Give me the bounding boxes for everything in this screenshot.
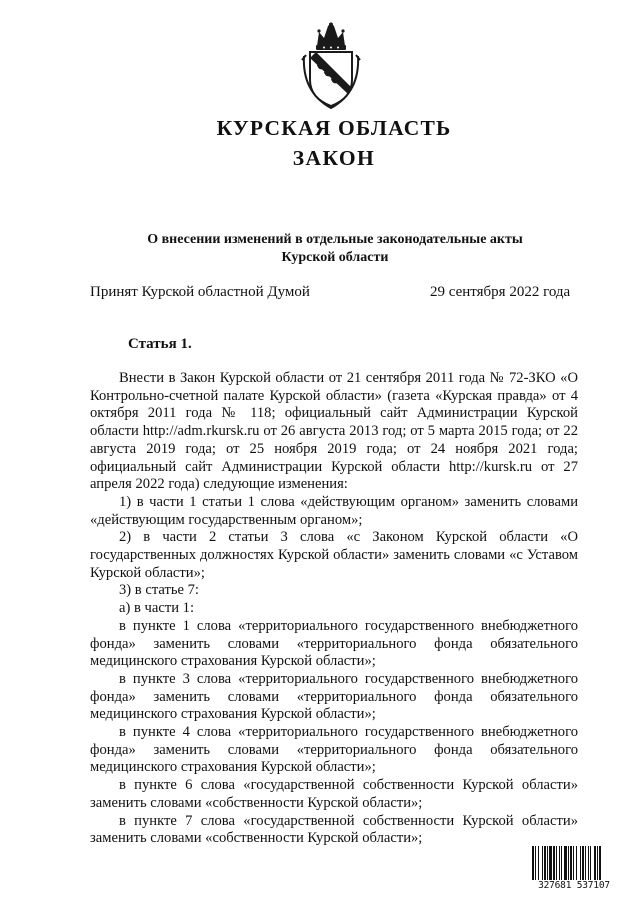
barcode-bar	[544, 846, 546, 882]
law-subject	[120, 231, 550, 267]
barcode-bar	[599, 846, 601, 882]
barcode-bar	[580, 846, 581, 882]
article-paragraph: 3) в статье 7:	[119, 582, 199, 599]
region-title: КУРСКАЯ ОБЛАСТЬ	[216, 116, 452, 140]
article-paragraph: в пункте 3 слова «территориального государственного внебюджетного фонда» заменить словами «территориального фонда обязательного медицинского страхования Курской области»;	[90, 670, 578, 723]
barcode-bar	[542, 846, 543, 882]
barcode-bar	[547, 846, 548, 882]
article-title: Статья 1.	[128, 336, 192, 352]
barcode-bar	[549, 846, 552, 882]
article-paragraph: в пункте 1 слова «территориального государственного внебюджетного фонда» заменить словами «территориального фонда обязательного медицинского страхования Курской области»;	[90, 617, 578, 670]
article-paragraph: в пункте 6 слова «государственной собственности Курской области» заменить словами «собственности Курской области»;	[90, 777, 578, 811]
law-subject-line-1: О внесении изменений в отдельные законодательные акты	[147, 232, 523, 247]
adoption-date: 29 сентября 2022 года	[430, 284, 571, 300]
barcode-bar	[561, 846, 562, 882]
barcode-bar	[590, 846, 591, 882]
barcode-bar	[532, 846, 534, 882]
barcode	[531, 846, 617, 896]
article-paragraph: 2) в части 2 статьи 3 слова «с Законом Курской области «О государственных должностях Курской области» заменить словами «с Уставом Курской области»;	[90, 529, 578, 581]
barcode-bar	[564, 846, 567, 882]
article-body	[90, 370, 578, 848]
adopted-by: Принят Курской областной Думой	[90, 284, 310, 300]
barcode-bar	[556, 846, 557, 882]
article-paragraph: Внести в Закон Курской области от 21 сентября 2011 года № 72-ЗКО «О Контрольно-счетной палате Курской области» (газета «Курская правда» от 4 октября 2011 года № 118; официальный сайт Администрации Курской области http://adm.rkursk.ru от 26 августа 2013 год; от 5 марта 2015 года; от 22 августа 2019 года; от 25 ноября 2019 года; от 24 ноября 2021 года; официальный сайт Администрации Курской области http://kursk.ru от 27 апреля 2022 года) следующие изменения:	[90, 370, 578, 493]
article-paragraph: в пункте 4 слова «территориального государственного внебюджетного фонда» заменить словами «территориального фонда обязательного медицинского страхования Курской области»;	[90, 724, 578, 776]
barcode-bar	[559, 846, 560, 882]
article-paragraph: а) в части 1:	[119, 600, 195, 617]
article-paragraph: 1) в части 1 статьи 1 слова «действующим органом» заменить словами «действующим государственным органом»;	[90, 493, 578, 528]
barcode-bar	[568, 846, 569, 882]
barcode-bar	[594, 846, 596, 882]
barcode-bar	[582, 846, 584, 882]
law-subject-line-2: Курской области	[281, 250, 389, 265]
barcode-bar	[538, 846, 539, 882]
barcode-number: 327681 537107	[531, 880, 617, 891]
barcode-bar	[576, 846, 577, 882]
barcode-bar	[573, 846, 574, 882]
barcode-bar	[535, 846, 536, 882]
barcode-bar	[585, 846, 586, 882]
barcode-bar	[588, 846, 589, 882]
kursk-coat-of-arms-icon	[300, 22, 362, 110]
document-type: ЗАКОН	[292, 146, 376, 170]
article-paragraph: в пункте 7 слова «государственной собственности Курской области» заменить словами «собственности Курской области»;	[90, 812, 578, 847]
barcode-bar	[553, 846, 555, 882]
barcode-bar	[597, 846, 598, 882]
barcode-bar	[570, 846, 572, 882]
barcode-icon	[531, 846, 617, 882]
